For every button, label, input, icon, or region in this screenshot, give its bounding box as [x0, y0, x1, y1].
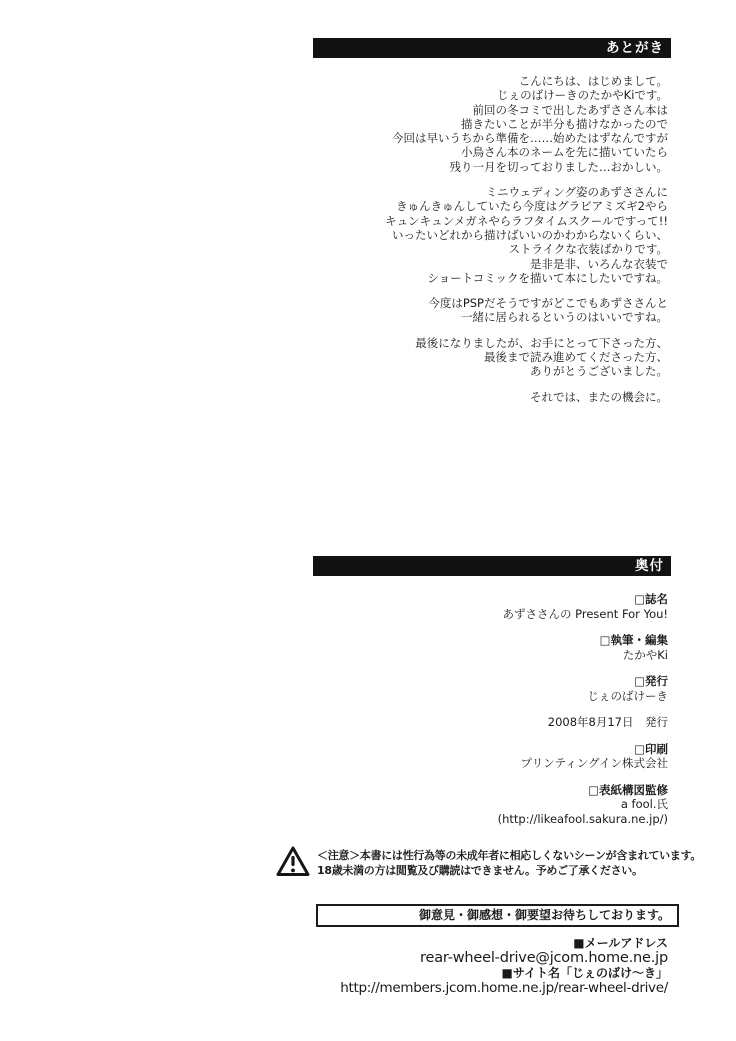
- age-warning-line: 18歳未満の方は閲覧及び購読はできません。予めご了承ください。: [317, 863, 643, 877]
- afterword-line: 描きたいことが半分も描けなかったので: [461, 116, 668, 131]
- afterword-paragraph: [385, 336, 668, 379]
- colophon-entry-printer: [498, 742, 668, 771]
- colophon-entry-label: □執筆・編集: [599, 633, 668, 647]
- afterword-line: 一緒に居られるというのはいいですね。: [461, 310, 668, 325]
- afterword-header-bar: [313, 38, 671, 58]
- colophon-entry-value: あずささんの Present For You!: [502, 606, 668, 621]
- colophon-entry-value: プリンティングイン株式会社: [520, 756, 668, 770]
- colophon-entry-value: 2008年8月17日 発行: [547, 715, 668, 729]
- afterword-line: 残り一月を切っておりました…おかしい。: [449, 159, 668, 174]
- afterword-line: キュンキュンメガネやらラフタイムスクールですって!!: [385, 213, 668, 228]
- colophon-entry-publisher: [498, 674, 668, 703]
- afterword-line: ありがとうございました。: [530, 364, 668, 379]
- warning-triangle-icon: [276, 846, 310, 877]
- colophon-entry-author: [498, 633, 668, 662]
- colophon-entry-label: □発行: [634, 674, 668, 688]
- afterword-line: 最後になりましたが、お手にとって下さった方、: [415, 335, 668, 350]
- colophon-entry-title: [498, 592, 668, 621]
- afterword-line: それでは、またの機会に。: [530, 389, 668, 404]
- afterword-line: 今度はPSPだそうですがどこでもあずささんと: [428, 296, 668, 311]
- afterword-line: ショートコミックを描いて本にしたいですね。: [427, 270, 668, 285]
- feedback-box: [316, 904, 679, 927]
- afterword-paragraph: [385, 390, 668, 404]
- afterword-line: いったいどれから描けばいいのかわからないくらい、: [392, 227, 668, 242]
- afterword-line: ミニウェディング姿のあずささんに: [485, 185, 668, 200]
- afterword-header-label: あとがき: [606, 40, 664, 56]
- colophon-entry-cover-supervisor: [498, 783, 668, 827]
- colophon-entry-value: たかやKi: [622, 647, 668, 662]
- email-address: rear-wheel-drive@jcom.home.ne.jp: [420, 950, 668, 966]
- email-label: ■メールアドレス: [573, 936, 668, 950]
- afterword-line: 最後まで読み進めてくださった方、: [484, 350, 668, 365]
- colophon-entry-label: □表紙構図監修: [588, 782, 668, 797]
- site-name-label: ■サイト名「じぇのばけ～き」: [501, 966, 668, 980]
- afterword-line: きゅんきゅんしていたら今度はグラビアミズギ2やら: [396, 199, 668, 214]
- colophon-entry-date: [498, 715, 668, 730]
- afterword-paragraph: [385, 74, 668, 174]
- colophon: [498, 592, 668, 838]
- afterword-line: 今回は早いうちから準備を……始めたはずなんですが: [392, 131, 668, 146]
- afterword-paragraph: [385, 185, 668, 285]
- afterword-line: 前回の冬コミで出したあずささん本は: [472, 102, 668, 117]
- colophon-entry-value: (http://likeafool.sakura.ne.jp/): [497, 811, 668, 826]
- colophon-entry-value: じぇのばけーき: [587, 688, 668, 703]
- afterword-line: じぇのばけーきのたかやKiです。: [497, 88, 668, 103]
- afterword-text: [385, 74, 668, 404]
- contact-block: [340, 936, 668, 996]
- colophon-header-bar: [313, 556, 671, 576]
- age-warning-line: ＜注意＞本書には性行為等の未成年者に相応しくないシーンが含まれています。: [317, 849, 702, 862]
- feedback-text: 御意見・御感想・御要望お待ちしております。: [418, 908, 670, 922]
- colophon-header-label: 奥付: [635, 558, 664, 574]
- afterword-line: ストライクな衣装ばかりです。: [508, 242, 668, 257]
- afterword-line: こんにちは、はじめまして。: [518, 74, 668, 88]
- afterword-paragraph: [385, 296, 668, 325]
- afterword-line: 是非是非、いろんな衣装で: [530, 256, 668, 271]
- site-url: http://members.jcom.home.ne.jp/rear-wheel-drive/: [340, 980, 668, 996]
- colophon-entry-label: □誌名: [634, 592, 668, 606]
- colophon-entry-value: a fool.氏: [620, 797, 668, 811]
- colophon-entry-label: □印刷: [634, 741, 668, 756]
- age-warning: [317, 849, 701, 878]
- afterword-line: 小鳥さん本のネームを先に描いていたら: [461, 145, 668, 160]
